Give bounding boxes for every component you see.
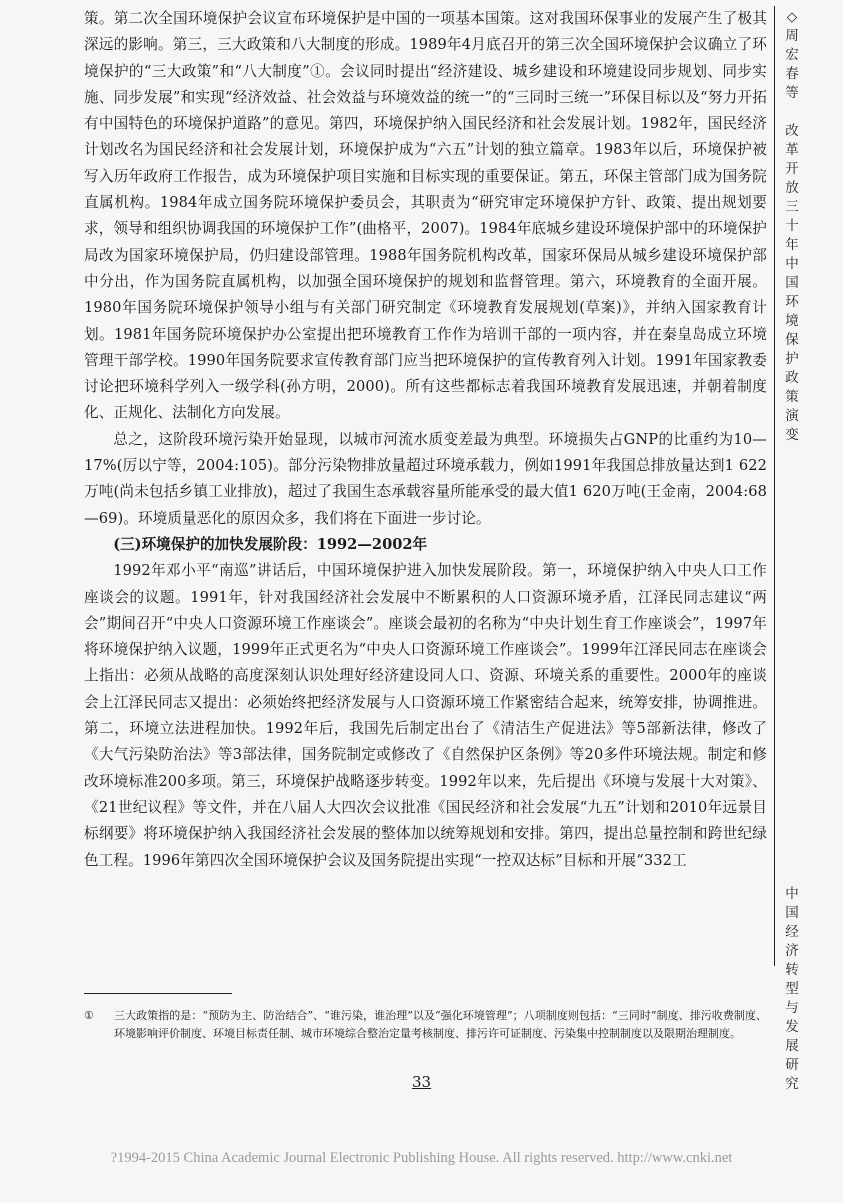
sidebar-char: 济 [785,943,799,959]
sidebar-char: 国 [785,275,799,291]
sidebar-char: 环 [785,294,799,310]
sidebar-char: 究 [785,1076,799,1092]
sidebar-char: 与 [785,1000,799,1016]
sidebar-char: 经 [785,924,799,940]
footnote [84,1007,767,1043]
running-header-authors-title [778,8,806,445]
sidebar-char: 保 [785,332,799,348]
sidebar-char: 年 [785,237,799,253]
sidebar-char: 策 [785,389,799,405]
sidebar-char: 展 [785,1038,799,1054]
section-heading: (三)环境保护的加快发展阶段：1992—2002年 [113,535,428,553]
sidebar-char: 春 [785,66,799,82]
sidebar-char: 三 [785,199,799,215]
sidebar-char: 政 [785,370,799,386]
sidebar-char: 境 [785,313,799,329]
sidebar-char: 周 [785,28,799,44]
sidebar-char: 改 [785,123,799,139]
sidebar-char: 变 [785,427,799,443]
sidebar-divider [774,6,775,966]
copyright-notice: ?1994-2015 China Academic Journal Electronic Publishing House. All rights reserved. http://www.cnki.net [110,1150,733,1166]
sidebar-char: 国 [785,905,799,921]
sidebar-char: 研 [785,1057,799,1073]
page-number [0,1073,843,1091]
page-number-text: 33 [411,1073,432,1091]
sidebar-char: 发 [785,1019,799,1035]
main-text-column [84,6,767,874]
running-header-journal [778,885,806,1094]
sidebar-char: 中 [785,256,799,272]
diamond-icon: ◇ [786,9,798,25]
footnote-mark: ① [84,1009,94,1022]
sidebar-char: 革 [785,142,799,158]
body-paragraph: 1992年邓小平“南巡”讲话后，中国环境保护进入加快发展阶段。第一，环境保护纳入中央人口工作座谈会的议题。1991年，针对我国经济社会发展中不断累积的人口资源环境矛盾，江泽民同志建议“两会”期间召开“中央人口资源环境工作座谈会”。座谈会最初的名称为“中央计划生育工作座谈会”，1997年将环境保护纳入议题，1999年正式更名为“中央人口资源环境工作座谈会”。1999年江泽民同志在座谈会上指出：必须从战略的高度深刻认识处理好经济建设同人口、资源、环境关系的重要性。2000年的座谈会上江泽民同志又提出：必须始终把经济发展与人口资源环境工作紧密结合起来，统筹安排，协调推进。第二，环境立法进程加快。1992年后，我国先后制定出台了《清洁生产促进法》等5部新法律，修改了《大气污染防治法》等3部法律，国务院制定或修改了《自然保护区条例》等20多件环境法规。制定和修改环境标准200多项。第三，环境保护战略逐步转变。1992年以来，先后提出《环境与发展十大对策》、《21世纪议程》等文件，并在八届人大四次会议批准《国民经济和社会发展“九五”计划和2010年远景目标纲要》将环境保护纳入我国经济社会发展的整体加以统筹规划和安排。第四，提出总量控制和跨世纪绿色工程。1996年第四次全国环境保护会议及国务院提出实现“一控双达标”目标和开展“332工 [84,562,767,869]
sidebar-char: 演 [785,408,799,424]
sidebar-char: 护 [785,351,799,367]
sidebar-char: 中 [785,886,799,902]
sidebar-char: 十 [785,218,799,234]
footnote-divider [84,993,232,994]
sidebar-char: 宏 [785,47,799,63]
sidebar-spacer [778,103,806,122]
body-paragraph: 总之，这阶段环境污染开始显现，以城市河流水质变差最为典型。环境损失占GNP的比重约为10—17%(厉以宁等，2004:105)。部分污染物排放量超过环境承载力，例如1991年我国总排放量达到1 622万吨(尚未包括乡镇工业排放)，超过了我国生态承载容量所能承受的最大值1 620万吨(王金南，2004:68—69)。环境质量恶化的原因众多，我们将在下面进一步讨论。 [84,430,767,527]
body-paragraph: 策。第二次全国环境保护会议宣布环境保护是中国的一项基本国策。这对我国环保事业的发展产生了极其深远的影响。第三，三大政策和八大制度的形成。1989年4月底召开的第三次全国环境保护会议确立了环境保护的“三大政策”和“八大制度”①。会议同时提出“经济建设、城乡建设和环境建设同步规划、同步实施、同步发展”和实现“经济效益、社会效益与环境效益的统一”的“三同时三统一”环保目标以及“努力开拓有中国特色的环境保护道路”的意见。第四，环境保护纳入国民经济和社会发展计划。1982年，国民经济计划改名为国民经济和社会发展计划，环境保护成为“六五”计划的独立篇章。1983年以后，环境保护被写入历年政府工作报告，成为环境保护项目实施和目标实现的重要保证。第五，环保主管部门成为国务院直属机构。1984年成立国务院环境保护委员会，其职责为“研究审定环境保护方针、政策、提出规划要求，领导和组织协调我国的环境保护工作”(曲格平，2007)。1984年底城乡建设环境保护部中的环境保护局改为国家环境保护局，仍归建设部管理。1988年国务院机构改革，国家环保局从城乡建设环境保护部中分出，作为国务院直属机构，以加强全国环境保护的规划和监督管理。第六，环境教育的全面开展。1980年国务院环境保护领导小组与有关部门研究制定《环境教育发展规划(草案)》，并纳入国家教育计划。1981年国务院环境保护办公室提出把环境教育工作作为培训干部的一项内容，并在秦皇岛成立环境管理干部学校。1990年国务院要求宣传教育部门应当把环境保护的宣传教育列入计划。1991年国家教委讨论把环境科学列入一级学科(孙方明，2000)。所有这些都标志着我国环境教育发展迅速，并朝着制度化、正规化、法制化方向发展。 [84,10,767,422]
sidebar-char: 转 [785,962,799,978]
sidebar-char: 放 [785,180,799,196]
footnote-text: 三大政策指的是：“预防为主、防治结合”、“谁污染，谁治理”以及“强化环境管理”；八项制度则包括：“三同时”制度、排污收费制度、环境影响评价制度、环境目标责任制、城市环境综合整治定量考核制度、排污许可证制度、污染集中控制制度以及限期治理制度。 [114,1009,767,1040]
sidebar-char: 型 [785,981,799,997]
sidebar-char: 等 [785,85,799,101]
sidebar-char: 开 [785,161,799,177]
